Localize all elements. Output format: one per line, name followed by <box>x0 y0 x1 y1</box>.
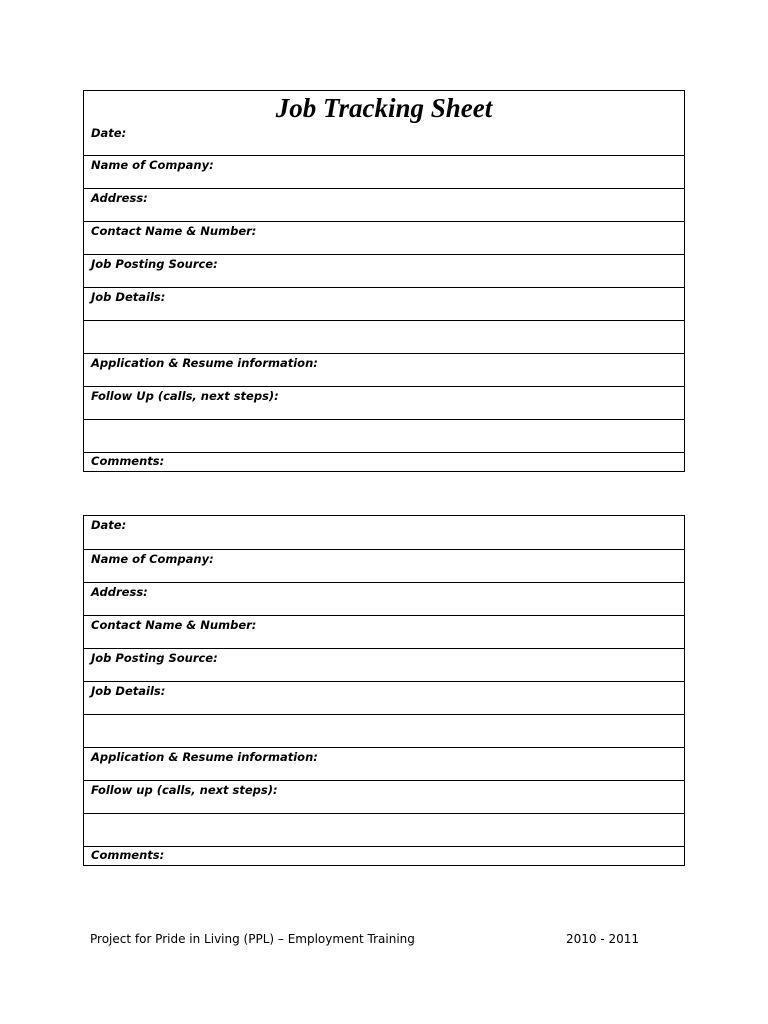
company-field-label: Name of Company: <box>91 158 214 172</box>
comments-field-label: Comments: <box>91 848 165 862</box>
job-details-field-label: Job Details: <box>91 684 166 698</box>
job-details-blank-row[interactable] <box>84 714 684 747</box>
address-field-row[interactable] <box>84 582 684 615</box>
footer-organization: Project for Pride in Living (PPL) – Employment Training <box>90 932 415 946</box>
contact-field-row[interactable] <box>84 221 684 254</box>
form-header-row <box>84 91 684 155</box>
job-details-field-row[interactable] <box>84 681 684 714</box>
job-details-blank-row[interactable] <box>84 320 684 353</box>
comments-field-row[interactable] <box>84 452 684 471</box>
company-field-label: Name of Company: <box>91 552 214 566</box>
date-field-label: Date: <box>91 518 127 532</box>
follow-up-field-label: Follow up (calls, next steps): <box>91 783 278 797</box>
posting-source-field-label: Job Posting Source: <box>91 651 218 665</box>
comments-field-label: Comments: <box>91 454 165 468</box>
application-field-label: Application & Resume information: <box>91 750 318 764</box>
date-field-row[interactable] <box>84 516 684 549</box>
company-field-row[interactable] <box>84 549 684 582</box>
job-tracking-form-2 <box>83 515 685 866</box>
address-field-row[interactable] <box>84 188 684 221</box>
job-tracking-form-1 <box>83 90 685 472</box>
follow-up-blank-row[interactable] <box>84 419 684 452</box>
footer-years: 2010 - 2011 <box>566 932 640 946</box>
contact-field-label: Contact Name & Number: <box>91 224 257 238</box>
application-field-label: Application & Resume information: <box>91 356 318 370</box>
job-details-field-label: Job Details: <box>91 290 166 304</box>
contact-field-label: Contact Name & Number: <box>91 618 257 632</box>
address-field-label: Address: <box>91 585 148 599</box>
date-field-label: Date: <box>91 126 127 140</box>
posting-source-field-label: Job Posting Source: <box>91 257 218 271</box>
application-field-row[interactable] <box>84 353 684 386</box>
follow-up-field-row[interactable] <box>84 780 684 813</box>
address-field-label: Address: <box>91 191 148 205</box>
page-title: Job Tracking Sheet <box>275 93 493 123</box>
posting-source-field-row[interactable] <box>84 648 684 681</box>
comments-field-row[interactable] <box>84 846 684 865</box>
contact-field-row[interactable] <box>84 615 684 648</box>
follow-up-field-row[interactable] <box>84 386 684 419</box>
posting-source-field-row[interactable] <box>84 254 684 287</box>
application-field-row[interactable] <box>84 747 684 780</box>
follow-up-field-label: Follow Up (calls, next steps): <box>91 389 279 403</box>
company-field-row[interactable] <box>84 155 684 188</box>
job-details-field-row[interactable] <box>84 287 684 320</box>
follow-up-blank-row[interactable] <box>84 813 684 846</box>
